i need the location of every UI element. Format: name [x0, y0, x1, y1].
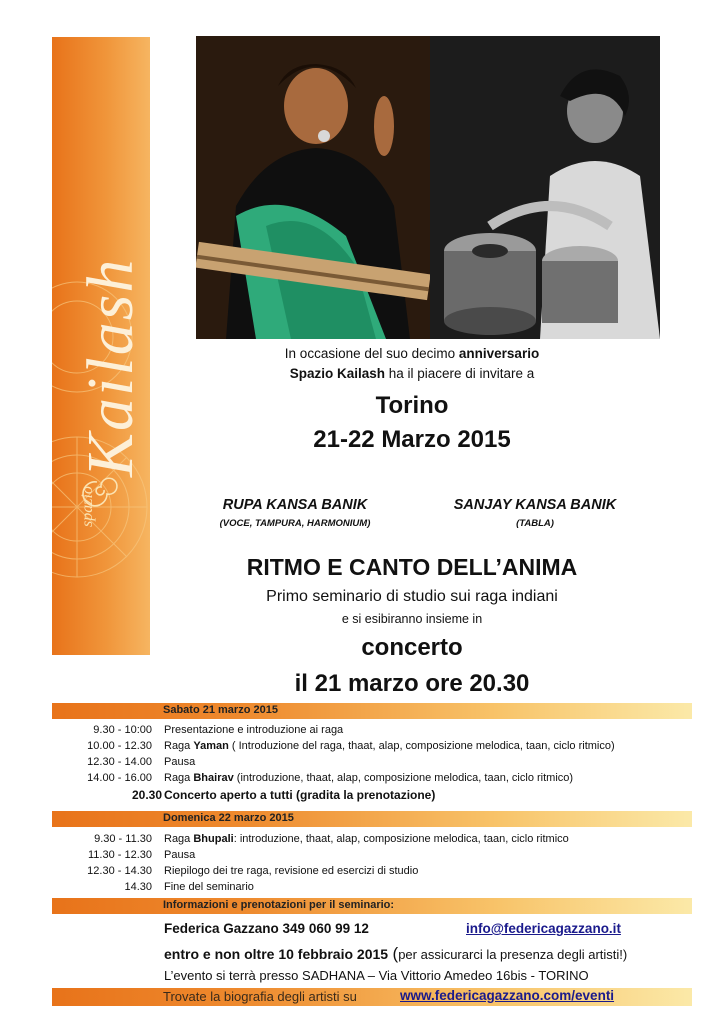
artist-name-1: RUPA KANSA BANIK — [222, 497, 368, 513]
intro-line-2 — [200, 364, 624, 384]
deadline-line — [164, 944, 627, 964]
schedule-row — [52, 848, 712, 863]
schedule-row — [52, 739, 712, 754]
concert-time: 20.30 — [131, 788, 162, 802]
row-desc-pre: Pausa — [164, 756, 196, 768]
concert-row — [52, 788, 712, 803]
artist-role-2: (TABLA) — [516, 518, 554, 529]
schedule-row — [52, 771, 712, 786]
sunday-header: Domenica 22 marzo 2015 — [163, 812, 294, 824]
row-desc-pre: Presentazione e introduzione ai raga — [164, 724, 344, 736]
deadline-rest: per assicurarci la presenza degli artisti!) — [398, 947, 628, 962]
row-time: 12.30 - 14.30 — [87, 865, 152, 877]
kailash-logo — [52, 37, 150, 655]
intro-line-1-bold: anniversario — [458, 346, 540, 361]
row-desc — [164, 848, 195, 863]
dates-title: 21-22 Marzo 2015 — [313, 426, 511, 453]
row-desc-post: (introduzione, thaat, alap, composizione melodica, taan, ciclo ritmico) — [233, 772, 574, 784]
artist-role-1: (VOCE, TAMPURA, HARMONIUM) — [219, 518, 371, 529]
concert-date: il 21 marzo ore 20.30 — [294, 670, 530, 697]
deadline-paren: ( — [392, 944, 399, 963]
footer-bar — [52, 988, 692, 1006]
intro-line-1 — [200, 344, 624, 364]
row-time: 12.30 - 14.00 — [87, 756, 152, 768]
row-desc — [164, 864, 418, 879]
schedule-row — [52, 755, 712, 770]
row-desc-raga: Yaman — [193, 740, 229, 752]
footer-text: Trovate la biografia degli artisti su — [163, 989, 357, 1004]
row-desc-raga: Bhairav — [193, 772, 234, 784]
row-desc — [164, 739, 615, 754]
photo-sanjay-kansa-banik — [430, 36, 660, 339]
row-desc — [164, 755, 195, 770]
sunday-header-bar — [52, 811, 692, 827]
footer-url-link[interactable]: www.federicagazzano.com/eventi — [400, 988, 615, 1003]
schedule-row — [52, 880, 712, 895]
saturday-header-bar — [52, 703, 692, 719]
row-time: 11.30 - 12.30 — [87, 849, 152, 861]
tabla-player-photo-illustration — [430, 36, 660, 339]
contact-email-link[interactable]: info@federicagazzano.it — [466, 921, 621, 936]
schedule-row — [52, 864, 712, 879]
row-time: 14.00 - 16.00 — [87, 772, 152, 784]
contact-name-phone: Federica Gazzano 349 060 99 12 — [164, 921, 369, 936]
schedule-row — [52, 832, 712, 847]
intro-line-2-bold: Spazio Kailash — [289, 366, 385, 381]
row-desc-raga: Bhupali — [193, 833, 234, 845]
row-desc-pre: Pausa — [164, 849, 196, 861]
row-desc-pre: Raga — [164, 772, 194, 784]
brand-name-small: spazio — [79, 486, 96, 527]
brand-banner — [52, 37, 150, 655]
intro-line-1-text: In occasione del suo decimo — [284, 346, 459, 361]
row-desc-pre: Raga — [164, 833, 194, 845]
row-desc-pre: Raga — [164, 740, 194, 752]
singer-photo-illustration — [196, 36, 430, 339]
event-subtitle-2: e si esibiranno insieme in — [341, 612, 483, 626]
event-title: RITMO E CANTO DELL’ANIMA — [246, 554, 578, 580]
row-desc — [164, 771, 573, 786]
row-desc — [164, 832, 569, 847]
info-header-bar — [52, 898, 692, 914]
brand-name-large: Kailash — [74, 257, 147, 477]
row-desc-post: : introduzione, thaat, alap, composizione melodica, taan, ciclo ritmico — [233, 833, 569, 845]
photo-rupa-kansa-banik — [196, 36, 430, 339]
event-subtitle: Primo seminario di studio sui raga indiani — [266, 588, 558, 605]
row-desc — [164, 723, 343, 738]
row-time: 14.30 — [124, 881, 152, 893]
info-header: Informazioni e prenotazioni per il seminario: — [163, 899, 395, 911]
row-time: 10.00 - 12.30 — [87, 740, 152, 752]
schedule-row — [52, 723, 712, 738]
row-desc-pre: Fine del seminario — [164, 881, 254, 893]
artist-name-2: SANJAY KANSA BANIK — [453, 497, 617, 513]
row-desc — [164, 880, 254, 895]
venue-line: L’evento si terrà presso SADHANA – Via Vittorio Amedeo 16bis - TORINO — [164, 968, 589, 983]
intro-line-2-text: ha il piacere di invitare a — [384, 366, 535, 381]
row-time: 9.30 - 11.30 — [94, 833, 152, 845]
row-desc-post: ( Introduzione del raga, thaat, alap, composizione melodica, taan, ciclo ritmico) — [228, 740, 615, 752]
concert-desc: Concerto aperto a tutti (gradita la prenotazione) — [164, 788, 436, 802]
city-title: Torino — [375, 392, 449, 419]
row-time: 9.30 - 10:00 — [93, 724, 152, 736]
concert-word: concerto — [361, 634, 463, 661]
saturday-header: Sabato 21 marzo 2015 — [163, 704, 278, 716]
deadline-bold: entro e non oltre 10 febbraio 2015 — [164, 946, 389, 962]
row-desc-pre: Riepilogo dei tre raga, revisione ed esercizi di studio — [164, 865, 419, 877]
